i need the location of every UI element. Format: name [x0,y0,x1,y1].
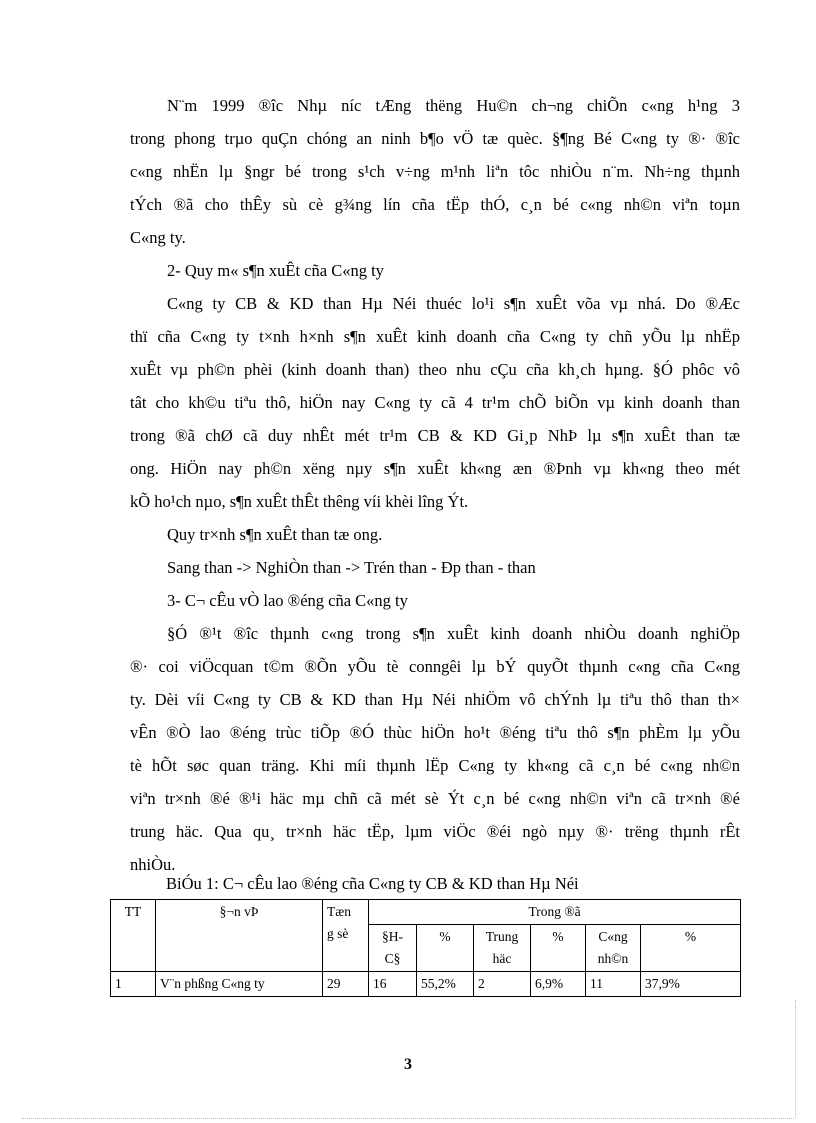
text-line: ty. Dèi víi C«ng ty CB & KD than Hµ Néi nhiÖm vô chÝnh lµ tiªu thô than th× [130,690,740,709]
process-steps: Sang than -> NghiÒn than -> Trén than - Đp than - than [167,558,536,577]
header-cong-nhan: C«ng nh©n [586,925,641,972]
table-row [111,972,741,997]
header-pct3: % [641,925,741,972]
page-boundary [22,1118,794,1119]
header-pct2: % [531,925,586,972]
text-line: kÕ ho¹ch nµo, s¶n xuÊt thÊt thêng víi khèi lîng Ýt. [130,492,469,511]
section-heading: 3- C¬ cÊu vÒ lao ®éng cña C«ng ty [167,591,408,610]
header-tt: TT [111,900,156,972]
header-group: Trong ®ã [369,900,741,925]
text-line: vÊn ®Ò lao ®éng trùc tiÕp ®Ó thùc hiÖn ho¹t ®éng tiªu thô s¶n phÈm lµ yÕu [130,723,740,742]
text-line: trong phong trµo quÇn chóng an ninh b¶o vÖ tæ quèc. §¶ng Bé C«ng ty ®· ®îc [130,129,740,148]
cell-tt: 1 [111,972,156,997]
header-pct1: % [417,925,474,972]
cell-trung-hoc: 2 [474,972,531,997]
cell-dhcd: 16 [369,972,417,997]
text-line: c«ng nhËn lµ §ngr bé trong s¹ch v÷ng m¹nh liªn tôc nhiÒu n¨m. Nh÷ng thµnh [130,162,740,181]
text-line: N¨m 1999 ®îc Nhµ níc tÆng thëng Hu©n ch¬ng chiÕn c«ng h¹ng 3 [167,96,740,115]
cell-cong-nhan: 11 [586,972,641,997]
text-line: C«ng ty. [130,228,186,247]
header-total: Tæn g sè [323,900,369,972]
page-boundary-right [795,1000,796,1118]
section-heading: 2- Quy m« s¶n xuÊt cña C«ng ty [167,261,384,280]
text-line: C«ng ty CB & KD than Hµ Néi thuéc lo¹i s¶n xuÊt võa vµ nhá. Do ®Æc [167,294,740,313]
text-line: §Ó ®¹t ®îc thµnh c«ng trong s¶n xuÊt kinh doanh nhiÒu doanh nghiÖp [167,624,740,643]
table-header-row [111,900,741,925]
process-title: Quy tr×nh s¶n xuÊt than tæ ong. [167,525,383,544]
text-line: thï cña C«ng ty t×nh h×nh s¶n xuÊt kinh doanh cña C«ng ty chñ yÕu lµ nhËp [130,327,740,346]
cell-pct3: 37,9% [641,972,741,997]
text-line: xuÊt vµ ph©n phèi (kinh doanh than) theo nhu cÇu cña kh¸ch hµng. §Ó phôc vô [130,360,740,379]
text-line: ong. HiÖn nay ph©n xëng nµy s¶n xuÊt kh«ng æn ®Þnh vµ kh«ng theo mét [130,459,740,478]
cell-total: 29 [323,972,369,997]
labor-structure-table [110,899,741,997]
cell-unit: V¨n phßng C«ng ty [156,972,323,997]
table-caption: BiÓu 1: C¬ cÊu lao ®éng cña C«ng ty CB & KD than Hµ Néi [166,874,579,893]
cell-pct2: 6,9% [531,972,586,997]
text-line: trung häc. Qua qu¸ tr×nh häc tËp, lµm viÖc ®éi ngò nµy ®· trëng thµnh rÊt [130,822,740,841]
header-dhcd: §H- C§ [369,925,417,972]
text-line: trong ®ã chØ cã duy nhÊt mét tr¹m CB & KD Gi¸p NhÞ lµ s¶n xuÊt than tæ [130,426,740,445]
text-line: tât cho kh©u tiªu thô, hiÖn nay C«ng ty cã 4 tr¹m chÕ biÕn vµ kinh doanh than [130,393,740,412]
text-line: viªn tr×nh ®é ®¹i häc mµ chñ cã mét sè Ýt c¸n bé c«ng nh©n viªn cã tr×nh ®é [130,789,740,808]
page-number: 3 [404,1056,412,1073]
text-line: tÝch ®ã cho thÊy sù cè g¾ng lín cña tËp thÓ, c¸n bé c«ng nh©n viªn toµn [130,195,740,214]
text-line: ®· coi viÖcquan t©m ®Õn yÕu tè conngêi lµ bÝ quyÕt thµnh c«ng cña C«ng [130,657,740,676]
text-line: nhiÒu. [130,855,176,874]
cell-pct1: 55,2% [417,972,474,997]
header-unit: §¬n vÞ [156,900,323,972]
header-trung-hoc: Trung häc [474,925,531,972]
text-line: tè hÕt søc quan träng. Khi míi thµnh lËp C«ng ty kh«ng cã c¸n bé c«ng nh©n [130,756,740,775]
